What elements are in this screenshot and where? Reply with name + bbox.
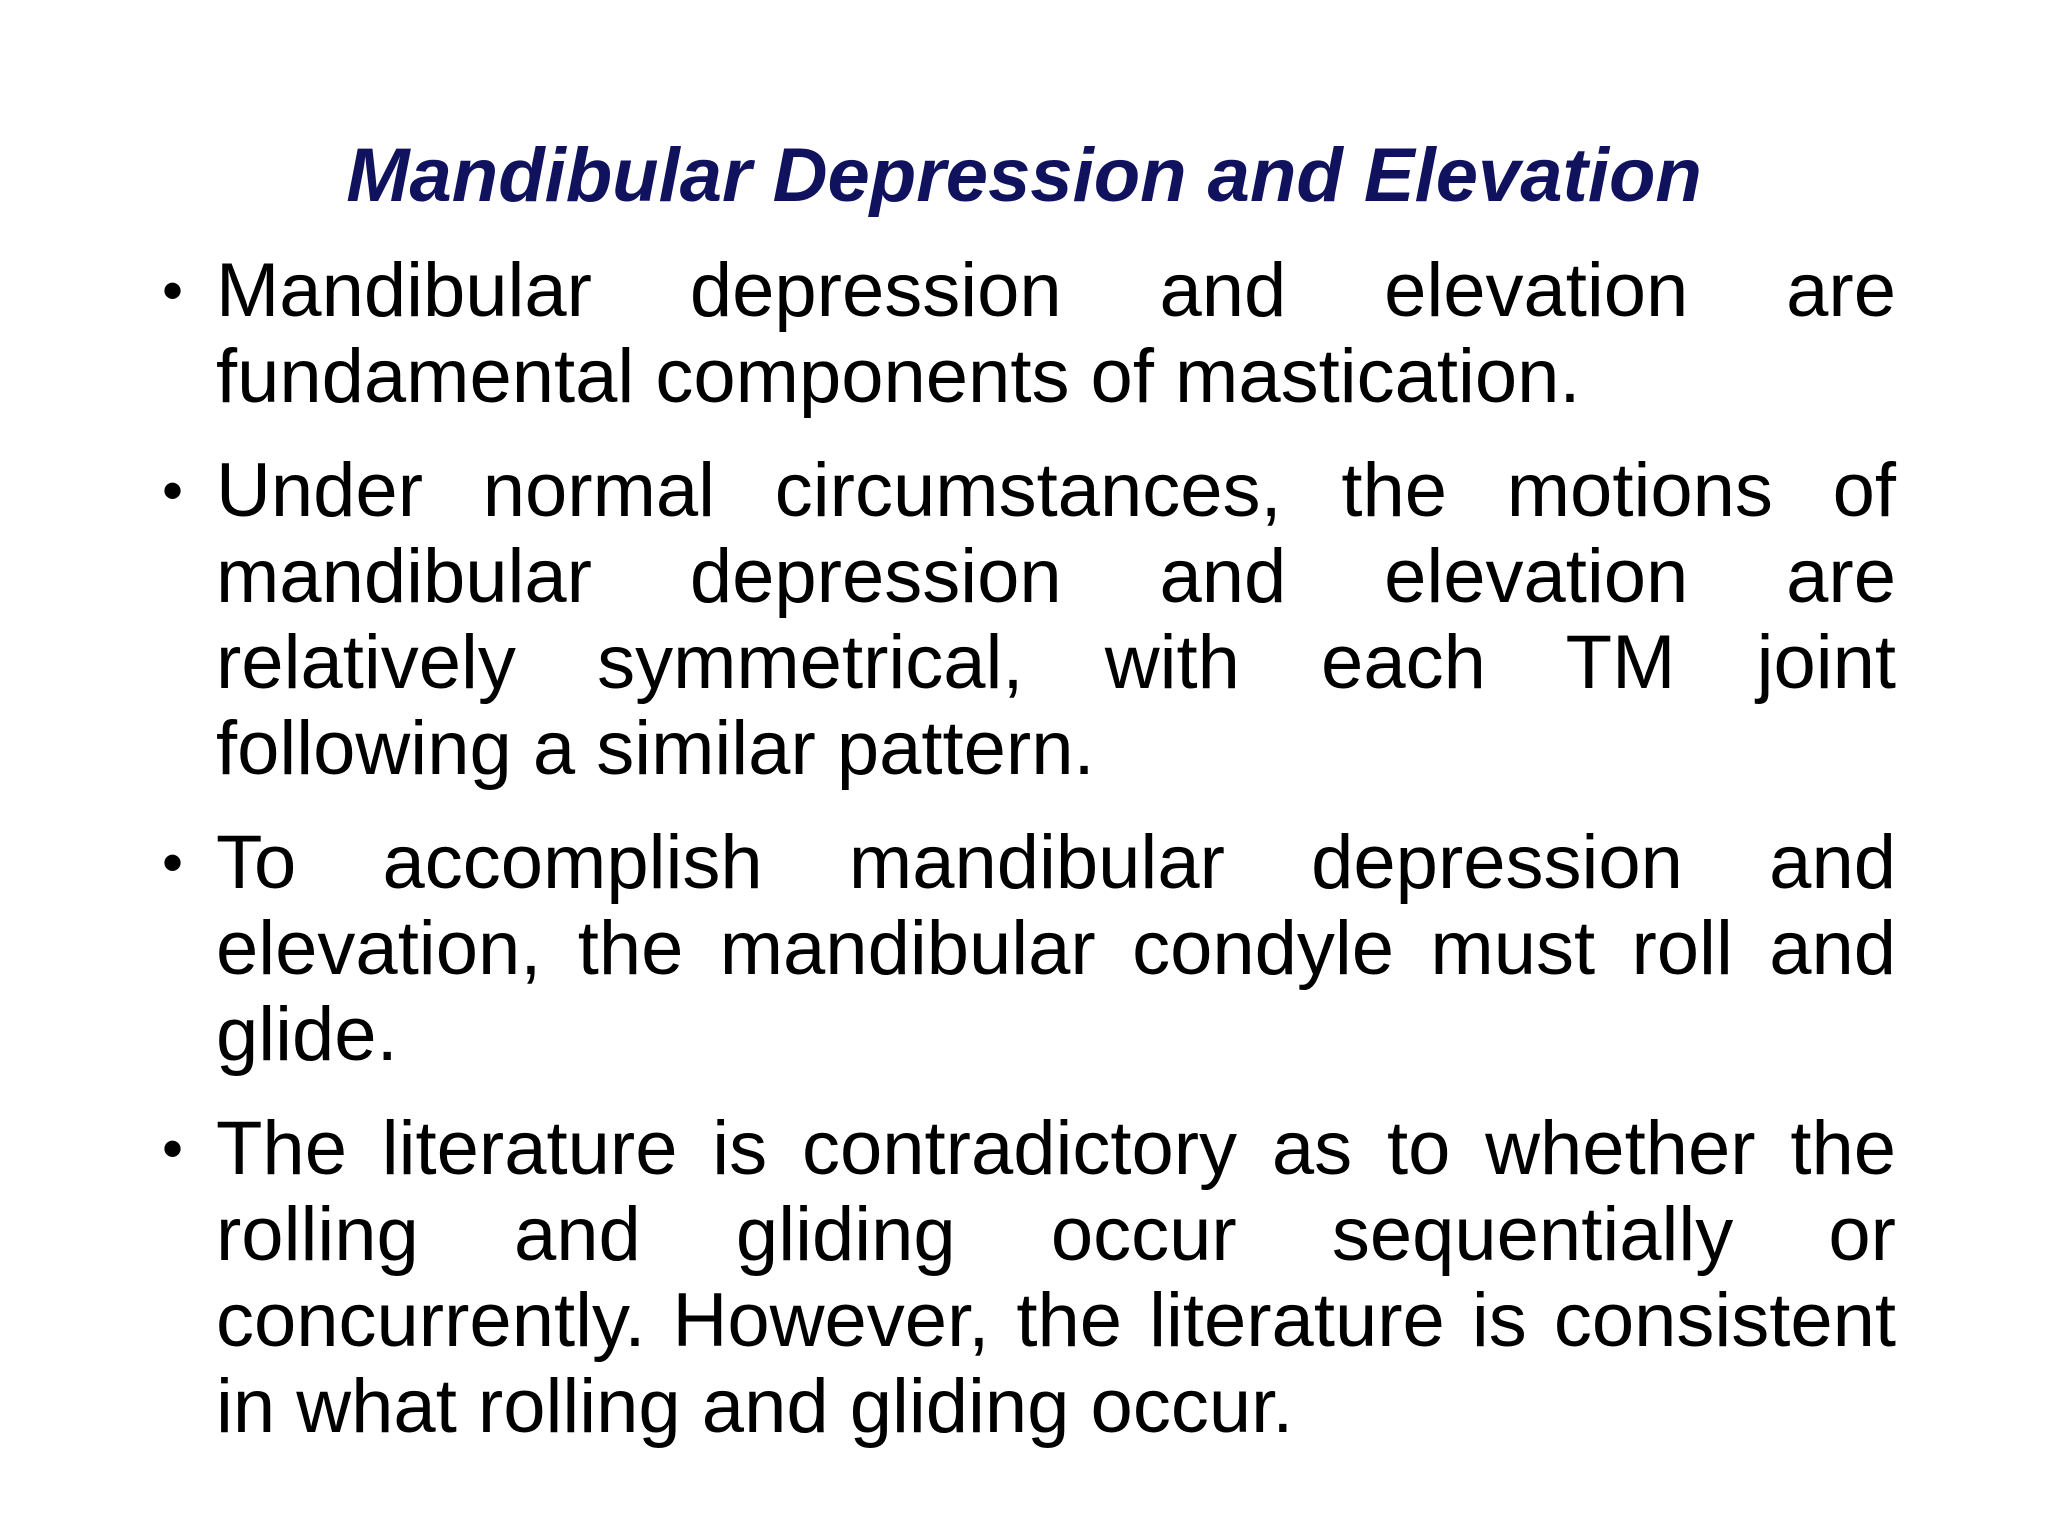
bullet-text: Under normal circumstances, the motions of mandibular depression and elevation are relatively symmetrical, with each TM joint following a similar pattern.	[216, 448, 1896, 791]
bullet-dot-icon: •	[162, 457, 184, 524]
bullet-item	[162, 820, 1896, 1078]
bullet-dot-icon: •	[162, 1115, 184, 1182]
bullet-item	[162, 1106, 1896, 1450]
bullet-text: To accomplish mandibular depression and elevation, the mandibular condyle must roll and glide.	[216, 820, 1896, 1077]
bullet-dot-icon: •	[162, 257, 184, 324]
bullet-text: The literature is contradictory as to whether the rolling and gliding occur sequentially or concurrently. However, the literature is consistent in what rolling and gliding occur.	[216, 1106, 1896, 1449]
bullet-item	[162, 248, 1896, 420]
slide-title: Mandibular Depression and Elevation	[346, 133, 1702, 218]
bullet-item	[162, 448, 1896, 792]
bullet-list	[162, 248, 1896, 1478]
bullet-text: Mandibular depression and elevation are fundamental components of mastication.	[216, 248, 1896, 419]
bullet-dot-icon: •	[162, 829, 184, 896]
